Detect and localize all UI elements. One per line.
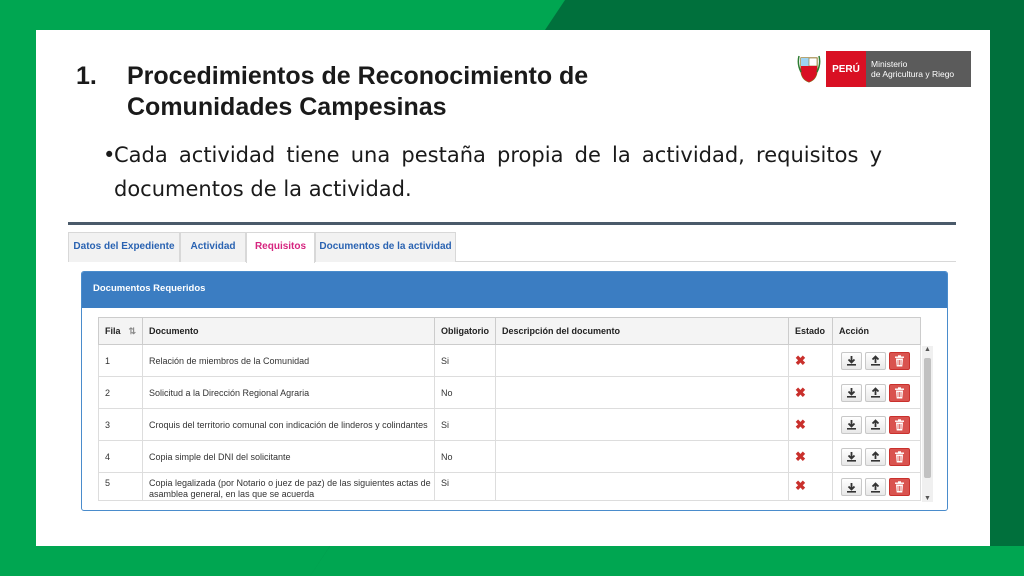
- background-band: [990, 30, 1024, 546]
- descripcion-cell: [496, 441, 789, 473]
- upload-button[interactable]: [865, 478, 886, 496]
- download-button[interactable]: [841, 448, 862, 466]
- bullet-text: Cada actividad tiene una pestaña propia de la actividad, requisitos y documentos de la actividad.: [114, 143, 882, 201]
- upload-icon: [870, 482, 881, 493]
- tab-documentos-actividad[interactable]: Documentos de la actividad: [315, 232, 456, 262]
- ministry-label: [866, 51, 971, 87]
- documento-cell: Copia legalizada (por Notario o juez de paz) de las siguientes actas de asamblea general, en las que se acuerda: [143, 473, 435, 501]
- table-row: [99, 345, 921, 377]
- fila-cell: 1: [99, 345, 143, 377]
- upload-button[interactable]: [865, 416, 886, 434]
- sort-icon[interactable]: ⇅: [128, 325, 137, 336]
- slide: [36, 30, 990, 546]
- top-border: [68, 222, 956, 225]
- accion-cell: [833, 473, 921, 501]
- background-band: [545, 0, 1024, 30]
- estado-cell: [789, 409, 833, 441]
- tab-requisitos[interactable]: Requisitos: [246, 232, 315, 263]
- delete-button[interactable]: [889, 384, 910, 402]
- table-row: [99, 377, 921, 409]
- documento-cell: Copia simple del DNI del solicitante: [143, 441, 435, 473]
- fila-cell: 4: [99, 441, 143, 473]
- table-row: [99, 473, 921, 501]
- x-icon: ✖: [795, 352, 806, 368]
- obligatorio-cell: No: [435, 441, 496, 473]
- coat-of-arms-icon: [796, 51, 822, 87]
- download-icon: [846, 451, 857, 462]
- x-icon: ✖: [795, 478, 806, 493]
- x-icon: ✖: [795, 448, 806, 464]
- descripcion-cell: [496, 409, 789, 441]
- upload-icon: [870, 387, 881, 398]
- panel-title: Documentos Requeridos: [82, 272, 947, 308]
- column-header: Acción: [833, 318, 921, 345]
- documento-cell: Solicitud a la Dirección Regional Agraria: [143, 377, 435, 409]
- heading-title: Procedimientos de Reconocimiento de Comunidades Campesinas: [127, 62, 589, 121]
- delete-button[interactable]: [889, 478, 910, 496]
- ministry-logo: [796, 51, 971, 87]
- accion-cell: [833, 409, 921, 441]
- upload-icon: [870, 419, 881, 430]
- trash-icon: [894, 387, 905, 399]
- download-icon: [846, 387, 857, 398]
- upload-button[interactable]: [865, 384, 886, 402]
- download-button[interactable]: [841, 478, 862, 496]
- accion-cell: [833, 377, 921, 409]
- fila-cell: 5: [99, 473, 143, 501]
- ministry-line-1: Ministerio: [871, 59, 908, 69]
- column-header: Estado: [789, 318, 833, 345]
- obligatorio-cell: Si: [435, 409, 496, 441]
- background-band: [0, 546, 330, 576]
- tab-actividad[interactable]: Actividad: [180, 232, 246, 262]
- estado-cell: [789, 473, 833, 501]
- upload-button[interactable]: [865, 352, 886, 370]
- documents-panel: [81, 271, 948, 511]
- download-button[interactable]: [841, 416, 862, 434]
- descripcion-cell: [496, 345, 789, 377]
- download-button[interactable]: [841, 384, 862, 402]
- peru-label: PERÚ: [826, 51, 866, 87]
- trash-icon: [894, 481, 905, 493]
- table-header-row: [99, 318, 921, 345]
- table-row: [99, 409, 921, 441]
- trash-icon: [894, 419, 905, 431]
- column-header[interactable]: Fila ⇅: [99, 318, 143, 345]
- fila-cell: 2: [99, 377, 143, 409]
- x-icon: ✖: [795, 416, 806, 432]
- download-button[interactable]: [841, 352, 862, 370]
- estado-cell: [789, 345, 833, 377]
- documents-table: [98, 317, 921, 501]
- obligatorio-cell: Si: [435, 473, 496, 501]
- descripcion-cell: [496, 473, 789, 501]
- estado-cell: [789, 377, 833, 409]
- estado-cell: [789, 441, 833, 473]
- scroll-up-icon[interactable]: ▲: [924, 346, 931, 353]
- app-screenshot: [68, 222, 956, 514]
- tab-datos-expediente[interactable]: Datos del Expediente: [68, 232, 180, 262]
- column-header: Documento: [143, 318, 435, 345]
- bullet-dot: •: [103, 143, 116, 167]
- trash-icon: [894, 451, 905, 463]
- tab-bar: [68, 232, 956, 262]
- trash-icon: [894, 355, 905, 367]
- table-scrollbar[interactable]: [922, 346, 933, 502]
- column-header: Obligatorio: [435, 318, 496, 345]
- download-icon: [846, 355, 857, 366]
- obligatorio-cell: Si: [435, 345, 496, 377]
- documento-cell: Croquis del territorio comunal con indicación de linderos y colindantes: [143, 409, 435, 441]
- ministry-line-2: de Agricultura y Riego: [871, 69, 955, 79]
- accion-cell: [833, 345, 921, 377]
- delete-button[interactable]: [889, 416, 910, 434]
- download-icon: [846, 482, 857, 493]
- upload-icon: [870, 355, 881, 366]
- fila-cell: 3: [99, 409, 143, 441]
- scroll-thumb[interactable]: [924, 358, 931, 478]
- column-header: Descripción del documento: [496, 318, 789, 345]
- descripcion-cell: [496, 377, 789, 409]
- bullet-point: [103, 138, 882, 206]
- table-row: [99, 441, 921, 473]
- upload-button[interactable]: [865, 448, 886, 466]
- documento-cell: Relación de miembros de la Comunidad: [143, 345, 435, 377]
- delete-button[interactable]: [889, 448, 910, 466]
- download-icon: [846, 419, 857, 430]
- heading-number: 1.: [76, 62, 97, 90]
- upload-icon: [870, 451, 881, 462]
- scroll-down-icon[interactable]: ▼: [924, 495, 931, 502]
- obligatorio-cell: No: [435, 377, 496, 409]
- x-icon: ✖: [795, 384, 806, 400]
- delete-button[interactable]: [889, 352, 910, 370]
- accion-cell: [833, 441, 921, 473]
